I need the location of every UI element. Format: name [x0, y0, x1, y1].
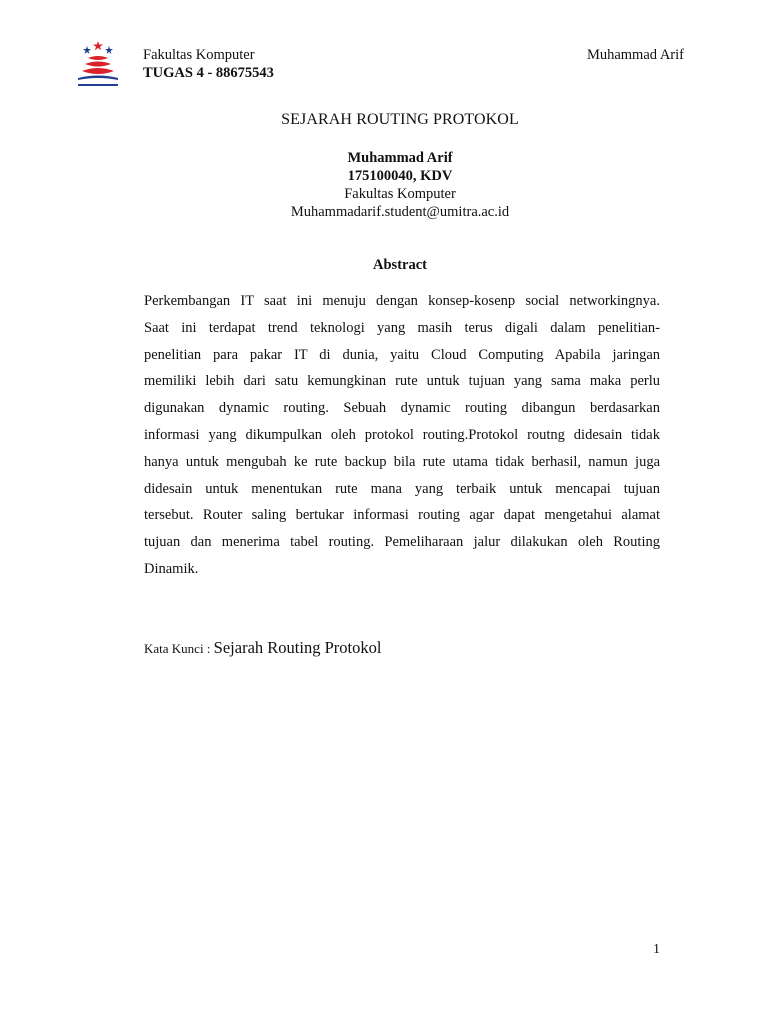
author-email: Muhammadarif.student@umitra.ac.id [290, 204, 510, 220]
abstract-line: Saat ini terdapat trend teknologi yang masih terus digali dalam penelitian- [144, 319, 660, 336]
abstract-line: Perkembangan IT saat ini menuju dengan konsep-kosenp social networkingnya. [144, 293, 660, 309]
author-id: 175100040, KDV [347, 168, 453, 184]
abstract-line: digunakan dynamic routing. Sebuah dynamic routing dibangun berdasarkan [144, 400, 660, 417]
abstract-line: didesain untuk menentukan rute mana yang terbaik untuk mencapai tujuan [144, 480, 660, 497]
author-block [0, 149, 768, 221]
header-author: Muhammad Arif [586, 47, 684, 63]
abstract-line: tujuan dan menerima tabel routing. Pemeliharaan jalur dilakukan oleh Routing [144, 534, 660, 551]
keywords [144, 638, 381, 658]
author-name: Muhammad Arif [347, 150, 453, 166]
header-faculty: Fakultas Komputer [143, 47, 255, 63]
abstract-line: tersebut. Router saling bertukar informasi routing agar dapat mengetahui alamat [144, 507, 660, 524]
keywords-value: Sejarah Routing Protokol [213, 638, 382, 657]
header-left [143, 46, 274, 82]
header-task: TUGAS 4 - 88675543 [143, 65, 274, 81]
abstract-line: informasi yang dikumpulkan oleh protokol routing.Protokol routng didesain tidak [144, 426, 660, 443]
abstract-heading: Abstract [373, 257, 427, 273]
document-title: SEJARAH ROUTING PROTOKOL [281, 111, 519, 128]
abstract-line: memiliki lebih dari satu kemungkinan rute untuk tujuan yang sama maka perlu [144, 373, 660, 390]
abstract-body [144, 288, 660, 583]
abstract-line: hanya untuk mengubah ke rute backup bila rute utama tidak berhasil, namun juga [144, 453, 660, 470]
abstract-line: Dinamik. [144, 560, 199, 577]
keywords-label: Kata Kunci : [144, 641, 214, 656]
page-number: 1 [653, 942, 660, 957]
author-faculty: Fakultas Komputer [344, 186, 456, 202]
abstract-line: penelitian para pakar IT di dunia, yaitu Cloud Computing Apabila jaringan [144, 346, 660, 363]
university-logo-icon [74, 40, 122, 90]
